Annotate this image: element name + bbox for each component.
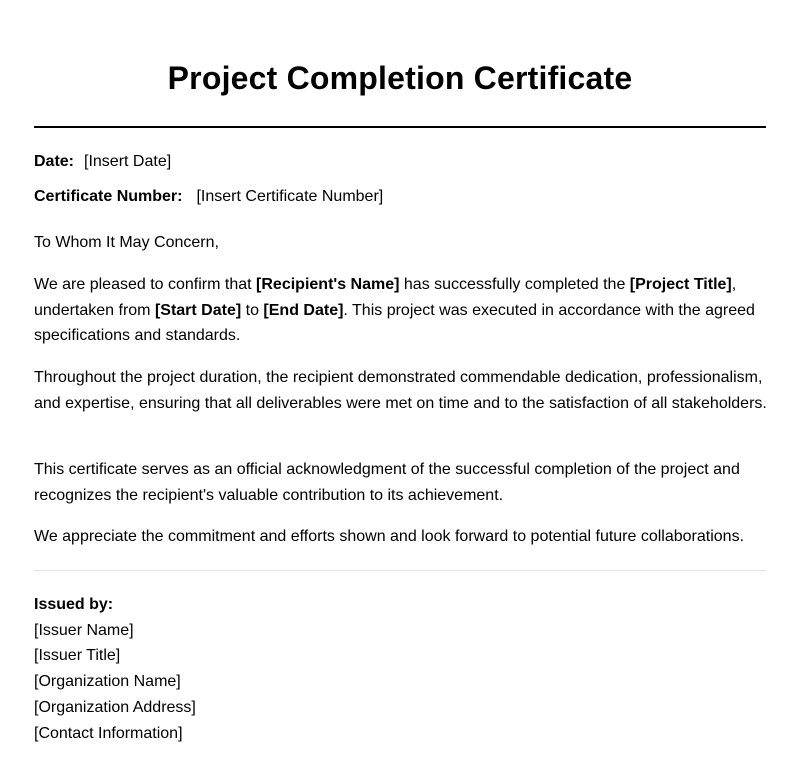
project-title-placeholder: [Project Title] (629, 276, 732, 293)
date-label: Date: (34, 153, 75, 170)
issuer-block (34, 592, 196, 746)
paragraph-performance: Throughout the project duration, the recipient demonstrated commendable dedication, professionalism, and expertise, ensuring that all deliverables were met on time and to the satisfaction of all stakeholders. (34, 369, 767, 412)
p1-text-4: to (241, 301, 264, 319)
p1-text-2: has successfully completed the (399, 276, 630, 293)
section-divider (34, 570, 766, 571)
issuer-name: [Issuer Name] (34, 621, 134, 639)
date-value: [Insert Date] (84, 153, 172, 170)
issuer-title: [Issuer Title] (34, 647, 121, 665)
p1-text-5: . This project was executed in accordance with the agreed specifications and standards. (34, 301, 755, 345)
date-row (34, 153, 171, 171)
p1-text-3: , undertaken from (34, 276, 737, 319)
paragraph-acknowledgment: This certificate serves as an official acknowledgment of the successful completion of the project and recognizes the recipient's valuable contribution to its achievement. (34, 461, 740, 504)
p1-text-1: We are pleased to confirm that (34, 276, 257, 293)
salutation: To Whom It May Concern, (34, 234, 219, 251)
certificate-number-label: Certificate Number: (34, 188, 183, 205)
start-date-placeholder: [Start Date] (154, 301, 242, 319)
certificate-number-row (34, 188, 383, 206)
organization-address: [Organization Address] (34, 698, 196, 716)
paragraph-confirmation (34, 272, 769, 349)
paragraph-appreciation: We appreciate the commitment and efforts shown and look forward to potential future collaborations. (34, 528, 745, 545)
certificate-number-value: [Insert Certificate Number] (196, 188, 384, 205)
page-title: Project Completion Certificate (167, 60, 633, 96)
recipient-name-placeholder: [Recipient's Name] (256, 276, 400, 293)
issued-by-label: Issued by: (34, 596, 114, 613)
organization-name: [Organization Name] (34, 673, 181, 691)
end-date-placeholder: [End Date] (263, 301, 344, 319)
contact-information: [Contact Information] (34, 724, 183, 742)
title-divider (34, 126, 766, 128)
